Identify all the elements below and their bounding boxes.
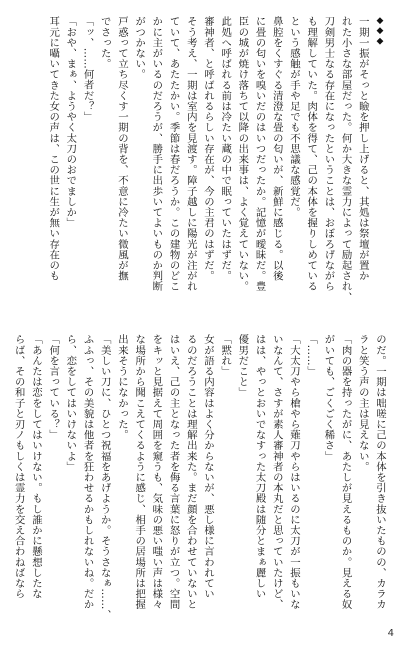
text-column: 刀剣男士なる存在になったということは、おぼろげながら bbox=[322, 16, 335, 292]
text-column: 鼻腔をくすぐる清澄な畳の匂いが、新鮮に感じる。以後 bbox=[270, 16, 283, 281]
text-column: 耳元に囁いてきた女の声は、この世に生が無い存在のも bbox=[47, 16, 60, 281]
text-column: な場所から聞こえてくるように感じ、相手の居場所は把握 bbox=[133, 334, 146, 610]
text-column: 出来そうになかった。 bbox=[115, 334, 128, 440]
text-column: という感触が手や足でも不思議な感覚だ。 bbox=[287, 16, 300, 218]
text-column: かに主がいるのだろうが、勝手に出歩いてよいものか判断 bbox=[150, 16, 163, 292]
text-column: そう考え、一期は室内を見渡す。障子越しに陽光が注がれ bbox=[184, 16, 197, 292]
text-column: 臣の城が焼け落ちて以降の出来事は、よく覚えていない。 bbox=[236, 16, 249, 292]
text-column: ら、恋をしてはいけないよ」 bbox=[64, 334, 77, 472]
text-column: 「あんたは恋をしてはいけない。もし誰かに懸想したな bbox=[29, 334, 42, 599]
text-column: 此処へ呼ばれる前は冷たい蔵の中で眠っていたはずだ。 bbox=[219, 16, 232, 281]
text-column: はは、やっとおいでなすった太刀殿は随分とまぁ麗しい bbox=[253, 334, 266, 599]
text-column: でさった。 bbox=[98, 16, 111, 69]
text-column: 「おや、まぁ、ようやく太刀のおでましか」 bbox=[64, 16, 77, 228]
text-column: をキッと見据えて周囲を窺うも、気味の悪い嗤い声は様々 bbox=[150, 334, 163, 610]
text-column: に畳の匂いを嗅いだのはいつだったか。記憶が曖昧だ。豊 bbox=[253, 16, 266, 292]
text-column: 「……」 bbox=[305, 334, 318, 377]
text-column: 戸惑って立ち尽くす一期の背を、不意に冷たい微風が撫 bbox=[115, 16, 128, 281]
text-column: れた小さな部屋だった。何か大きな霊力によって励起され、 bbox=[339, 16, 352, 303]
text-column: 審神者、と呼ばれるらしい存在が、今の主君のはずだ。 bbox=[201, 16, 214, 281]
top-text-block bbox=[4, 16, 388, 316]
bottom-text-block bbox=[12, 334, 388, 634]
text-column: ていて、あたたかい。季節は春だろうか。この建物のどこ bbox=[167, 16, 180, 292]
text-column: いなんて、さすが素人審神者の本丸だと思っていたけど、 bbox=[270, 334, 283, 610]
text-column: 「黙れ」 bbox=[219, 334, 232, 377]
text-column: 「肉の器を持ったがに、あたしが見えるものか。見える奴 bbox=[339, 334, 352, 610]
text-column: 女が語る内容はよく分からないが、悪し様に言われてい bbox=[201, 334, 214, 599]
text-column: 「美しい刀に、ひとつ祝福をあげようか。そうさなぁ……、 bbox=[98, 334, 111, 621]
text-column: 「大太刀やら槍やら薙刀やらはいるのに太刀が一振もいな bbox=[287, 334, 300, 610]
text-column: はいえ、己の主となった者を侮る言葉に怒りが立つ。空間 bbox=[167, 334, 180, 610]
text-column: ラと笑う声の主は見えない。 bbox=[356, 334, 369, 472]
section-marker bbox=[371, 16, 388, 316]
text-column: がつかない。 bbox=[133, 16, 146, 80]
text-column: らば、その和子と刃ノもしくは霊力を交え合わねばなら bbox=[12, 334, 25, 599]
text-column: ふふっ、その美貌は他者を狂わせるかもしれないね。だか bbox=[81, 334, 94, 610]
diamond-marker: ◆◆◆ bbox=[375, 16, 385, 47]
page-number: 4 bbox=[387, 628, 394, 639]
text-column: 一期一振がそっと瞼を押し上げると、其処は祭壇が置か bbox=[356, 16, 369, 281]
text-column: がいても、ごくごく稀さ」 bbox=[322, 334, 335, 462]
text-column: のだ。一期は咄嗟に己の本体を引き抜いたものの、カラカ bbox=[374, 334, 386, 610]
text-column: るのだろうことは理解出来た。まだ顔を合わせていないと bbox=[184, 334, 197, 610]
text-column: 「何を言っている？」 bbox=[47, 334, 60, 440]
text-column: も理解していた。肉体を得て、己の本体を握りしめている bbox=[305, 16, 318, 292]
text-column: 優男だこと」 bbox=[236, 334, 249, 398]
text-column: 「ッ、……何者だ？」 bbox=[81, 16, 94, 122]
